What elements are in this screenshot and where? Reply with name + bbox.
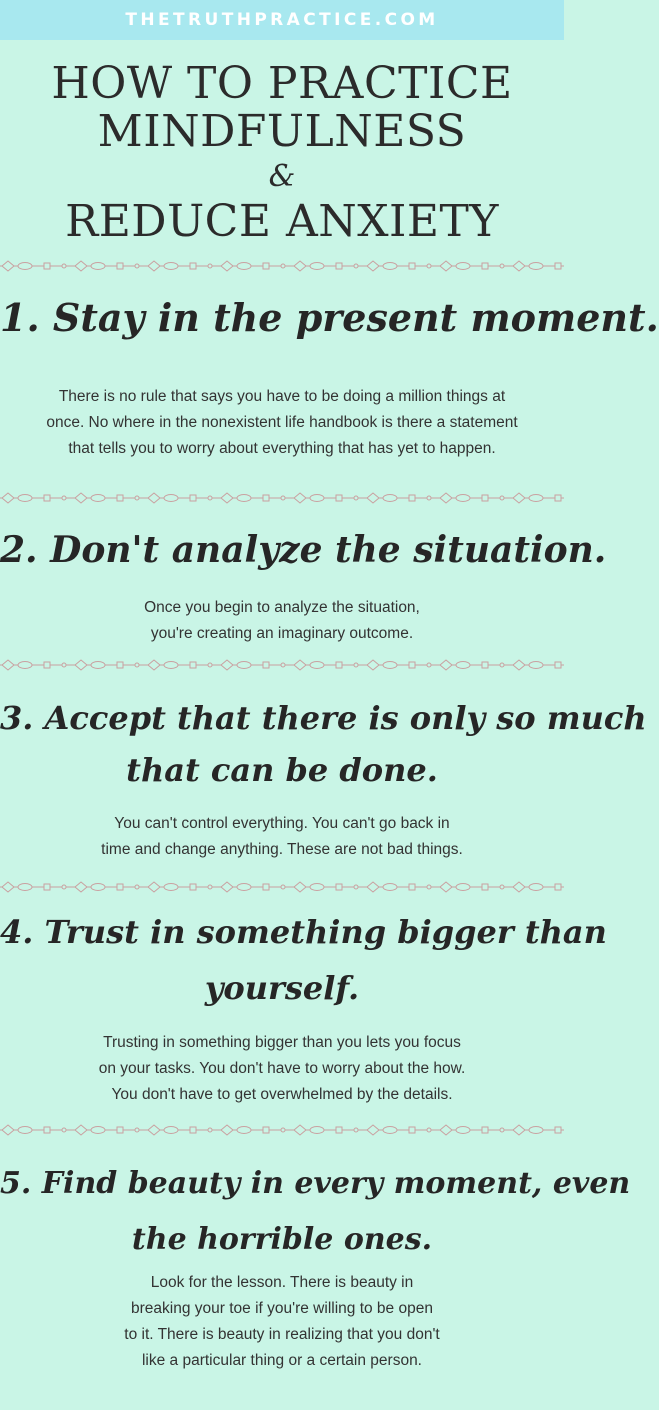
- body-line: like a particular thing or a certain person.: [141, 1352, 422, 1369]
- ornament-link: [513, 261, 525, 271]
- ornament-link: [237, 662, 251, 669]
- ornament-link: [208, 663, 212, 667]
- ornament-link: [263, 495, 269, 501]
- ornament-link: [456, 662, 470, 669]
- ornament-link: [529, 884, 543, 891]
- ornament-link: [294, 882, 306, 892]
- ornament-link: [281, 663, 285, 667]
- ornament-link: [263, 1127, 269, 1133]
- ornament-link: [294, 493, 306, 503]
- heading-line: 4. Trust in something bigger than: [0, 913, 607, 951]
- heading-line: 2. Don't analyze the situation.: [0, 529, 607, 571]
- section-3-heading: [0, 692, 647, 796]
- ornament-link: [237, 495, 251, 502]
- title-line-3: REDUCE ANXIETY: [65, 196, 499, 247]
- ornament-link: [2, 660, 14, 670]
- ornament-link: [263, 662, 269, 668]
- ornament-link: [221, 493, 233, 503]
- ornament-link: [164, 495, 178, 502]
- ornament-link: [190, 263, 196, 269]
- ornament-link: [208, 264, 212, 268]
- heading-line: 1. Stay in the present moment.: [0, 295, 659, 340]
- ornament-divider: [0, 258, 564, 274]
- ornament-link: [529, 662, 543, 669]
- ornament-link: [555, 1127, 561, 1133]
- section-5-heading: [0, 1156, 631, 1268]
- section-1-body: [0, 384, 564, 462]
- ornament-link: [18, 1127, 32, 1134]
- body-line: once. No where in the nonexistent life handbook is there a statement: [46, 414, 518, 431]
- ornament-link: [367, 660, 379, 670]
- ornament-link: [440, 261, 452, 271]
- ornament-link: [555, 884, 561, 890]
- ornament-link: [383, 263, 397, 270]
- ornament-link: [367, 882, 379, 892]
- ornament-divider: [0, 879, 564, 895]
- ornament-link: [409, 495, 415, 501]
- ornament-link: [263, 263, 269, 269]
- ornament-link: [44, 495, 50, 501]
- ornament-link: [336, 263, 342, 269]
- ornament-link: [336, 662, 342, 668]
- body-line: breaking your toe if you're willing to be open: [131, 1300, 433, 1317]
- ornament-link: [310, 495, 324, 502]
- ornament-link: [294, 1125, 306, 1135]
- ornament-link: [148, 1125, 160, 1135]
- ornament-link: [44, 1127, 50, 1133]
- heading-line: 3. Accept that there is only so much: [0, 699, 647, 737]
- ornament-link: [482, 884, 488, 890]
- body-line: to it. There is beauty in realizing that you don't: [124, 1326, 440, 1343]
- ornament-link: [2, 1125, 14, 1135]
- ornament-link: [500, 496, 504, 500]
- ornament-link: [18, 263, 32, 270]
- section-4-body: [0, 1030, 564, 1108]
- ornament-link: [237, 263, 251, 270]
- ornament-link: [148, 261, 160, 271]
- ornament-link: [427, 1128, 431, 1132]
- ornament-link: [44, 263, 50, 269]
- ornament-link: [409, 884, 415, 890]
- ornament-link: [367, 261, 379, 271]
- ornament-link: [427, 496, 431, 500]
- ornament-link: [500, 885, 504, 889]
- ornament-link: [91, 263, 105, 270]
- ornament-link: [75, 493, 87, 503]
- body-line: You don't have to get overwhelmed by the details.: [111, 1086, 453, 1103]
- ornament-link: [383, 662, 397, 669]
- ornament-link: [237, 1127, 251, 1134]
- ornament-link: [336, 884, 342, 890]
- ornament-link: [91, 495, 105, 502]
- ornament-link: [62, 496, 66, 500]
- section-2-body: [0, 595, 564, 647]
- ornament-link: [555, 263, 561, 269]
- ornament-link: [135, 663, 139, 667]
- ornament-link: [281, 496, 285, 500]
- ornament-link: [2, 493, 14, 503]
- ornament-link: [281, 885, 285, 889]
- ornament-link: [62, 264, 66, 268]
- heading-line: yourself.: [204, 969, 360, 1007]
- ornament-link: [18, 884, 32, 891]
- site-url: THETRUTHPRACTICE.COM: [125, 10, 439, 30]
- section-3-body: [0, 811, 564, 863]
- ornament-link: [367, 493, 379, 503]
- ornament-link: [294, 660, 306, 670]
- ornament-link: [529, 263, 543, 270]
- ornament-link: [367, 1125, 379, 1135]
- ornament-link: [135, 885, 139, 889]
- ornament-link: [164, 884, 178, 891]
- ornament-link: [18, 662, 32, 669]
- ornament-link: [513, 882, 525, 892]
- ornament-link: [190, 495, 196, 501]
- section-4-heading: [0, 904, 607, 1016]
- ornament-link: [281, 264, 285, 268]
- ornament-link: [44, 884, 50, 890]
- ornament-link: [190, 884, 196, 890]
- ornament-link: [354, 885, 358, 889]
- ornament-link: [310, 1127, 324, 1134]
- ornament-link: [310, 263, 324, 270]
- ornament-link: [427, 663, 431, 667]
- body-line: You can't control everything. You can't go back in: [114, 815, 450, 832]
- ornament-link: [513, 660, 525, 670]
- ornament-link: [555, 662, 561, 668]
- ornament-link: [237, 884, 251, 891]
- ornament-link: [117, 495, 123, 501]
- section-5-body: [0, 1270, 564, 1374]
- section-1-heading: [0, 295, 659, 340]
- ornament-link: [409, 263, 415, 269]
- ornament-link: [75, 261, 87, 271]
- ornament-link: [148, 660, 160, 670]
- ornament-link: [281, 1128, 285, 1132]
- ornament-divider: [0, 1122, 564, 1138]
- ornament-link: [529, 1127, 543, 1134]
- body-line: Trusting in something bigger than you lets you focus: [103, 1034, 461, 1051]
- ornament-link: [221, 882, 233, 892]
- ornament-link: [529, 495, 543, 502]
- title-line-2: MINDFULNESS: [97, 106, 467, 157]
- body-line: time and change anything. These are not bad things.: [101, 841, 463, 858]
- ornament-link: [310, 662, 324, 669]
- ornament-link: [117, 662, 123, 668]
- ornament-link: [500, 264, 504, 268]
- ornament-link: [456, 263, 470, 270]
- ornament-link: [208, 496, 212, 500]
- section-2-heading: [0, 529, 607, 571]
- ornament-divider: [0, 657, 564, 673]
- ornament-link: [263, 884, 269, 890]
- ornament-link: [190, 662, 196, 668]
- ornament-link: [135, 496, 139, 500]
- ornament-divider: [0, 490, 564, 506]
- ornament-link: [310, 884, 324, 891]
- ornament-link: [18, 495, 32, 502]
- ornament-link: [354, 264, 358, 268]
- ornament-link: [294, 261, 306, 271]
- title-ampersand: &: [268, 159, 296, 194]
- ornament-link: [2, 261, 14, 271]
- ornament-link: [456, 1127, 470, 1134]
- ornament-link: [148, 882, 160, 892]
- ornament-link: [221, 1125, 233, 1135]
- ornament-link: [354, 496, 358, 500]
- ornament-link: [75, 660, 87, 670]
- ornament-link: [164, 1127, 178, 1134]
- ornament-link: [75, 882, 87, 892]
- ornament-link: [440, 493, 452, 503]
- ornament-link: [409, 662, 415, 668]
- body-line: Once you begin to analyze the situation,: [144, 599, 420, 616]
- ornament-link: [75, 1125, 87, 1135]
- ornament-link: [440, 660, 452, 670]
- heading-line: 5. Find beauty in every moment, even: [0, 1166, 631, 1201]
- ornament-link: [336, 495, 342, 501]
- ornament-link: [208, 1128, 212, 1132]
- body-line: on your tasks. You don't have to worry about the how.: [98, 1060, 466, 1077]
- ornament-link: [91, 662, 105, 669]
- ornament-link: [482, 263, 488, 269]
- ornament-link: [135, 264, 139, 268]
- ornament-link: [500, 663, 504, 667]
- ornament-link: [427, 264, 431, 268]
- ornament-link: [427, 885, 431, 889]
- ornament-link: [383, 884, 397, 891]
- ornament-link: [456, 495, 470, 502]
- ornament-link: [500, 1128, 504, 1132]
- ornament-link: [383, 495, 397, 502]
- ornament-link: [221, 261, 233, 271]
- ornament-link: [336, 1127, 342, 1133]
- heading-line: that can be done.: [126, 751, 438, 789]
- body-line: you're creating an imaginary outcome.: [150, 625, 414, 642]
- ornament-link: [148, 493, 160, 503]
- body-line: that tells you to worry about everything that has yet to happen.: [68, 440, 496, 457]
- ornament-link: [354, 1128, 358, 1132]
- ornament-link: [62, 663, 66, 667]
- ornament-link: [164, 263, 178, 270]
- ornament-link: [383, 1127, 397, 1134]
- ornament-link: [354, 663, 358, 667]
- ornament-link: [482, 1127, 488, 1133]
- ornament-link: [91, 884, 105, 891]
- ornament-link: [409, 1127, 415, 1133]
- body-line: There is no rule that says you have to be doing a million things at: [58, 388, 506, 405]
- site-banner: [0, 0, 564, 40]
- ornament-link: [440, 882, 452, 892]
- ornament-link: [117, 263, 123, 269]
- title-line-1: HOW TO PRACTICE: [51, 58, 513, 109]
- ornament-link: [190, 1127, 196, 1133]
- ornament-link: [208, 885, 212, 889]
- ornament-link: [62, 1128, 66, 1132]
- ornament-link: [482, 662, 488, 668]
- ornament-link: [117, 884, 123, 890]
- body-line: Look for the lesson. There is beauty in: [150, 1274, 414, 1291]
- ornament-link: [555, 495, 561, 501]
- ornament-link: [513, 493, 525, 503]
- ornament-link: [164, 662, 178, 669]
- ornament-link: [91, 1127, 105, 1134]
- ornament-link: [482, 495, 488, 501]
- ornament-link: [2, 882, 14, 892]
- ornament-link: [62, 885, 66, 889]
- ornament-link: [44, 662, 50, 668]
- ornament-link: [440, 1125, 452, 1135]
- ornament-link: [456, 884, 470, 891]
- ornament-link: [513, 1125, 525, 1135]
- ornament-link: [135, 1128, 139, 1132]
- ornament-link: [117, 1127, 123, 1133]
- heading-line: the horrible ones.: [131, 1222, 433, 1257]
- ornament-link: [221, 660, 233, 670]
